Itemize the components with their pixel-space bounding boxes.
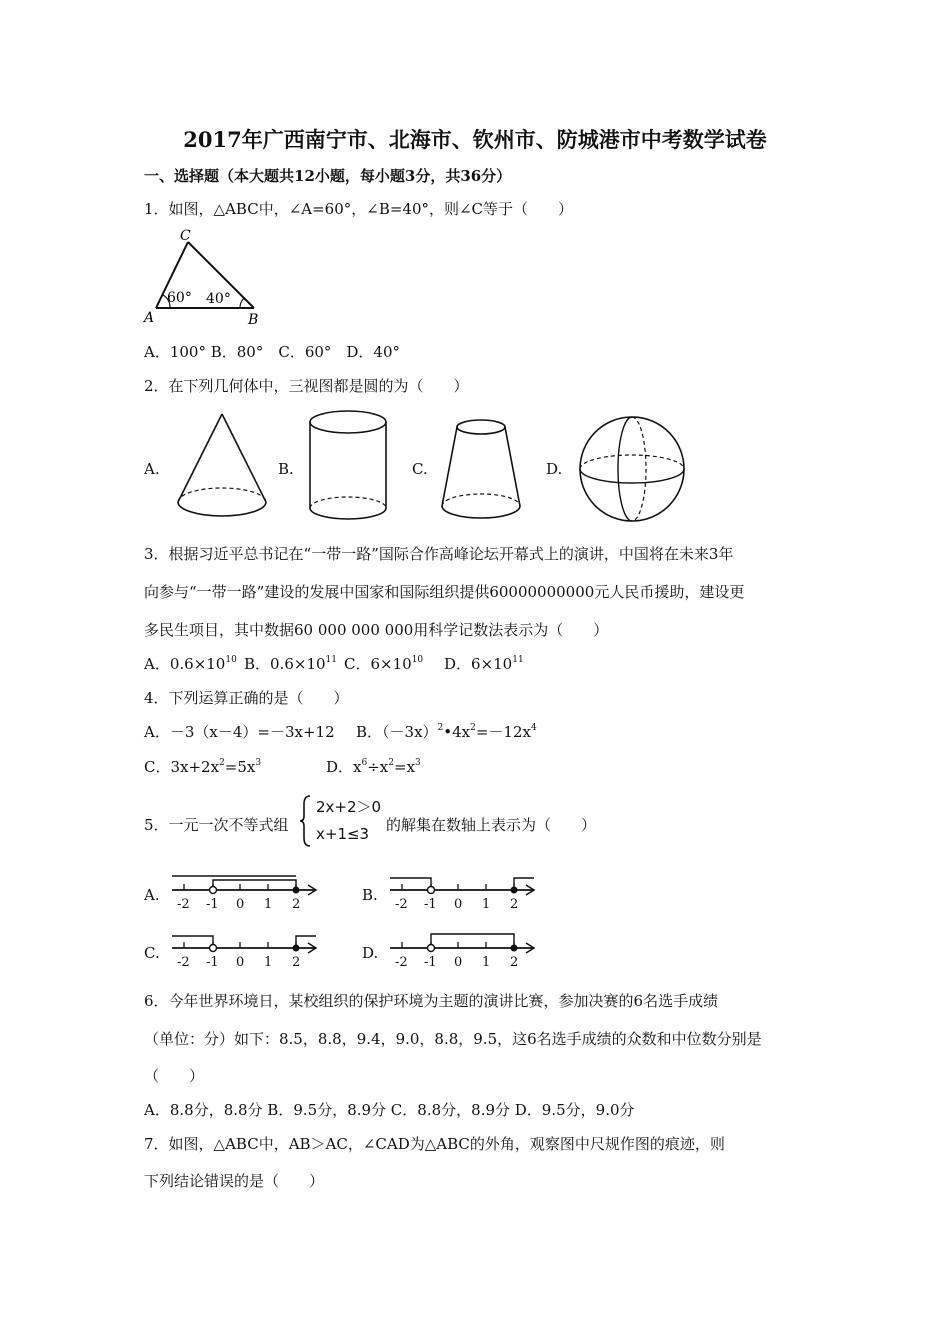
- tick-label: 1: [482, 897, 491, 912]
- option-d-label: D.: [546, 460, 563, 478]
- vertex-c-label: C: [180, 228, 191, 244]
- tick-label: 2: [292, 955, 301, 970]
- tick-label: 0: [454, 897, 463, 912]
- tick-label: 2: [510, 897, 519, 912]
- tick-label: -1: [206, 897, 219, 912]
- tick-label: 1: [264, 897, 273, 912]
- number-line-c: [168, 926, 320, 970]
- question-5-suffix: 的解集在数轴上表示为（ ）: [386, 816, 597, 834]
- question-3-option-b: B．$0.6\times 10^{11}$: [244, 655, 337, 673]
- vertex-a-label: A: [144, 310, 155, 326]
- tick-label: -2: [177, 955, 190, 970]
- question-7-line-1: 7．如图，△ABC中，AB＞AC，∠CAD为△ABC的外角，观察图中尺规作图的痕迹，则: [144, 1135, 725, 1153]
- question-6-line-3: （ ）: [144, 1067, 205, 1085]
- question-3-line-3: 多民生项目，其中数据60 000 000 000用科学记数法表示为（ ）: [144, 621, 609, 639]
- cone-figure: [170, 410, 274, 522]
- question-7-line-2: 下列结论错误的是（ ）: [144, 1172, 325, 1190]
- tick-label: 0: [236, 955, 245, 970]
- number-line-d: [386, 926, 538, 970]
- question-4-option-a: A．－3（x－4）=－3x+12: [144, 723, 335, 741]
- tick-label: -1: [206, 955, 219, 970]
- tick-label: -2: [177, 897, 190, 912]
- tick-label: 0: [454, 955, 463, 970]
- question-4-option-b: B．$(-3x)^2•4x^2=-12x^4$: [356, 723, 537, 741]
- question-4-option-d: D．$x^6\div x^2=x^3$: [326, 758, 421, 776]
- sphere-figure: [576, 414, 688, 524]
- q5-option-d-label: D.: [362, 944, 379, 962]
- tick-label: 2: [292, 897, 301, 912]
- question-1-options: A．100° B．80° C．60° D．40°: [144, 343, 401, 361]
- question-3-option-a: A．$0.6\times 10^{10}$: [144, 655, 237, 673]
- number-line-b: [386, 868, 538, 912]
- inequality-1: 2x+2＞0: [316, 798, 382, 816]
- option-a-label: A.: [144, 460, 160, 478]
- tick-label: 2: [510, 955, 519, 970]
- question-4-option-c: C．$3x+2x^2=5x^3$: [144, 758, 262, 776]
- question-2-stem: 2．在下列几何体中，三视图都是圆的为（ ）: [144, 377, 469, 395]
- question-6-options: A．8.8分，8.8分 B．9.5分，8.9分 C．8.8分，8.9分 D．9.5分，9.0分: [144, 1101, 635, 1119]
- question-3-option-d: D．$6\times 10^{11}$: [444, 655, 524, 673]
- angle-a-label: 60°: [167, 290, 192, 306]
- tick-label: 0: [236, 897, 245, 912]
- question-3-option-c: C．$6\times 10^{10}$: [344, 655, 424, 673]
- option-c-label: C.: [412, 460, 428, 478]
- angle-b-label: 40°: [206, 291, 231, 307]
- tick-label: -2: [395, 897, 408, 912]
- question-5-prefix: 5．一元一次不等式组: [144, 816, 289, 834]
- option-b-label: B.: [278, 460, 294, 478]
- question-6-line-1: 6．今年世界环境日，某校组织的保护环境为主题的演讲比赛，参加决赛的6名选手成绩: [144, 992, 719, 1010]
- cylinder-figure: [304, 408, 392, 526]
- tick-label: -1: [424, 897, 437, 912]
- q5-option-a-label: A.: [144, 886, 160, 904]
- q5-option-b-label: B.: [362, 886, 378, 904]
- frustum-figure: [436, 416, 526, 524]
- inequality-2: x+1≤3: [316, 825, 370, 843]
- page-title: 2017年广西南宁市、北海市、钦州市、防城港市中考数学试卷: [183, 127, 767, 152]
- question-1-stem: 1．如图，△ABC中，∠A=60°，∠B=40°，则∠C等于（ ）: [144, 200, 574, 218]
- question-4-stem: 4．下列运算正确的是（ ）: [144, 689, 349, 707]
- tick-label: -2: [395, 955, 408, 970]
- q5-option-c-label: C.: [144, 944, 160, 962]
- triangle-figure: [140, 226, 270, 330]
- number-line-a: [168, 868, 320, 912]
- tick-label: -1: [424, 955, 437, 970]
- question-6-line-2: （单位：分）如下：8.5，8.8，9.4，9.0，8.8，9.5，这6名选手成绩的众数和中位数分别是: [144, 1030, 762, 1048]
- vertex-b-label: B: [248, 312, 259, 328]
- tick-label: 1: [264, 955, 273, 970]
- section-heading: 一、选择题（本大题共12小题，每小题3分，共36分）: [144, 167, 512, 185]
- tick-label: 1: [482, 955, 491, 970]
- question-3-line-1: 3．根据习近平总书记在“一带一路”国际合作高峰论坛开幕式上的演讲，中国将在未来3年: [144, 545, 734, 563]
- question-3-line-2: 向参与“一带一路”建设的发展中国家和国际组织提供60000000000元人民币援助，建设更: [144, 583, 745, 601]
